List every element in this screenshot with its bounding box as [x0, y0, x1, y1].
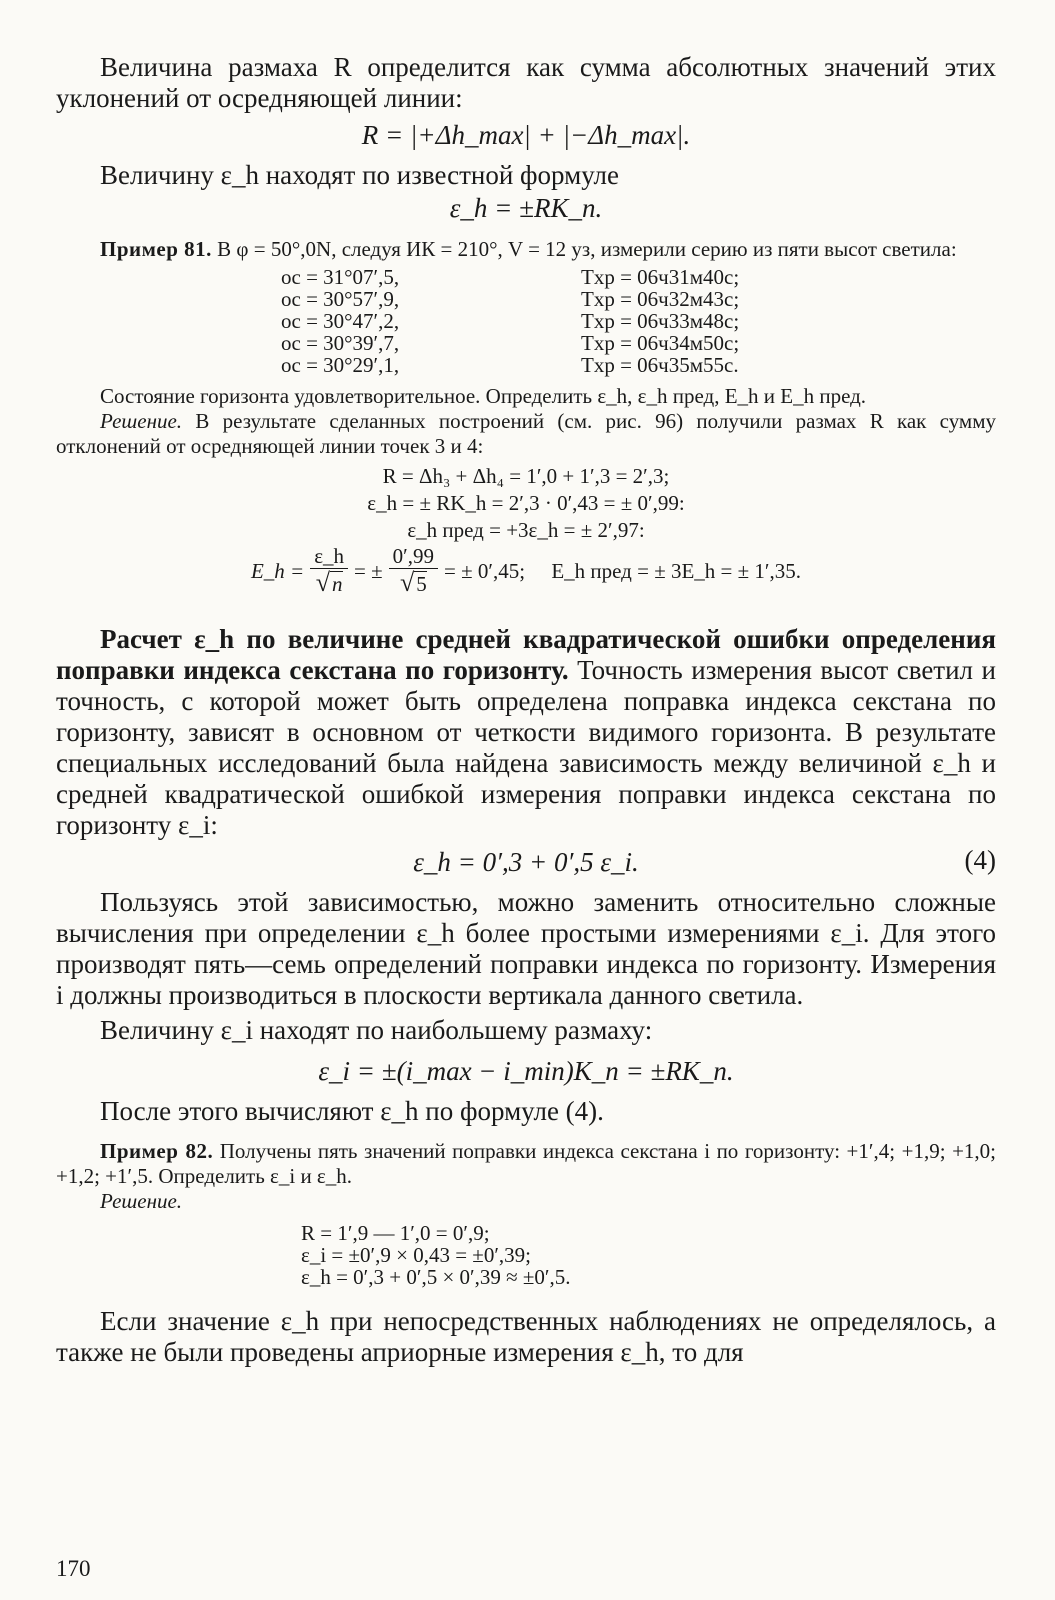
example-81-solution: [56, 409, 996, 459]
result-line: ε_h = 0′,3 + 0′,5 × 0′,39 ≈ ±0′,5.: [301, 1265, 571, 1289]
example-82-intro: [56, 1139, 996, 1189]
fraction-denominator: [316, 569, 343, 598]
altitude-value: oc = 30°39′,7,: [281, 331, 400, 355]
altitude-value: oc = 30°47′,2,: [281, 309, 400, 333]
fraction-numerator: ε_h: [310, 544, 348, 569]
paragraph-final: Если значение ε_h при непосредственных наблюдениях не определялось, а также не были проведены априорные измерения ε_h, то для: [56, 1306, 996, 1367]
equation-mean-error: [56, 544, 996, 598]
section-title: Расчет ε_h по величине средней квадратической ошибки определения поправки индекса секстана по горизонту.: [56, 624, 996, 685]
section-text: Точность измерения высот светил и точность, с которой может быть определена поправка индекса секстана по горизонту, зависят в основном от четкости видимого горизонта. В результате специальных исследований была найдена зависимость между величиной ε_h и средней квадратической ошибкой измерения поправки индекса секстана по горизонту ε_i:: [56, 655, 997, 840]
fraction-value-over-sqrt-5: [389, 544, 438, 598]
fraction-eps-over-sqrt-n: [310, 544, 348, 598]
altitude-value: oc = 31°07′,5,: [281, 265, 400, 289]
chronometer-time: Tхр = 06ч31м40с;: [581, 265, 740, 289]
formula-4-row: [56, 845, 996, 879]
fraction-numerator: 0′,99: [389, 544, 438, 569]
sqrt-radicand: n: [332, 572, 343, 596]
formula-4: ε_h = 0′,3 + 0′,5 ε_i.: [413, 847, 639, 877]
result-line: ε_i = ±0′,9 × 0,43 = ±0′,39;: [301, 1243, 532, 1267]
paragraph-epsilon-intro: Величину ε_h находят по известной формуле: [100, 160, 619, 190]
formula-epsilon-i: ε_i = ±(i_max − i_min)K_n = ±RK_n.: [318, 1056, 734, 1086]
sqrt-icon: √: [315, 568, 331, 597]
solution-label: Решение.: [100, 409, 183, 433]
solution-text: В результате сделанных построений (см. рис. 96) получили размах R как сумму отклонений от осредняющей линии точек 3 и 4:: [56, 409, 996, 458]
example-82-results: [301, 1222, 996, 1288]
solution-label: Решение.: [100, 1189, 183, 1213]
example-81-text: В φ = 50°,0N, следуя ИК = 210°, V = 12 уз, измерили серию из пяти высот светила:: [217, 237, 957, 261]
equation-range-sum: R = Δh₃ + Δh₄ = 1′,0 + 1′,3 = 2′,3;: [382, 464, 670, 488]
example-82-text: Получены пять значений поправки индекса секстана i по горизонту: +1′,4; +1,9; +1,0; +1,2; +1′,5. Определить ε_i и ε_h.: [56, 1139, 996, 1188]
page-body: [56, 52, 996, 1368]
formula-range: R = |+Δh_max| + |−Δh_max|.: [361, 120, 691, 150]
chronometer-time: Tхр = 06ч32м43с;: [581, 287, 740, 311]
formula-epsilon: ε_h = ±RK_n.: [449, 193, 603, 223]
example-81-intro: [56, 237, 996, 262]
example-82-solution-label: [56, 1189, 996, 1214]
fraction-denominator: [400, 569, 427, 598]
chronometer-time: Tхр = 06ч33м48с;: [581, 309, 740, 333]
altitude-value: oc = 30°29′,1,: [281, 353, 400, 377]
paragraph-then: После этого вычисляют ε_h по формуле (4).: [100, 1096, 604, 1126]
result-line: R = 1′,9 — 1′,0 = 0′,9;: [301, 1221, 490, 1245]
chronometer-time: Tхр = 06ч35м55с.: [581, 353, 739, 377]
eq-right: = ± 0′,45; E_h пред = ± 3E_h = ± 1′,35.: [444, 559, 802, 583]
chronometer-time: Tхр = 06ч34м50с;: [581, 331, 740, 355]
paragraph-range: Величина размаха R определится как сумма абсолютных значений этих уклонений от осредняющей линии:: [56, 52, 996, 113]
eq-mid: = ±: [354, 559, 383, 583]
equation-epsilon-limit: ε_h пред = +3ε_h = ± 2′,97:: [407, 518, 645, 542]
formula-number: (4): [964, 845, 996, 875]
page-number: 170: [56, 1556, 91, 1581]
example-81-table: [281, 266, 996, 376]
example-81-label: Пример 81.: [100, 237, 212, 261]
eq-left: E_h =: [250, 559, 305, 583]
section-paragraph: [56, 624, 996, 841]
paragraph-epsilon-i: Величину ε_i находят по наибольшему размаху:: [100, 1015, 653, 1045]
sqrt-radicand: 5: [416, 572, 427, 596]
equation-epsilon-h: ε_h = ± RK_h = 2′,3 · 0′,43 = ± 0′,99:: [367, 491, 685, 515]
example-81-state: Состояние горизонта удовлетворительное. Определить ε_h, ε_h пред, E_h и E_h пред.: [100, 384, 867, 408]
altitude-value: oc = 30°57′,9,: [281, 287, 400, 311]
sqrt-icon: √: [399, 568, 415, 597]
example-82-label: Пример 82.: [100, 1139, 214, 1163]
paragraph-dependency: Пользуясь этой зависимостью, можно заменить относительно сложные вычисления при определении ε_h более простыми измерениями ε_i. Для этого производят пять—семь определений поправки индекса по горизонту. Измерения i должны производиться в плоскости вертикала данного светила.: [56, 887, 996, 1010]
